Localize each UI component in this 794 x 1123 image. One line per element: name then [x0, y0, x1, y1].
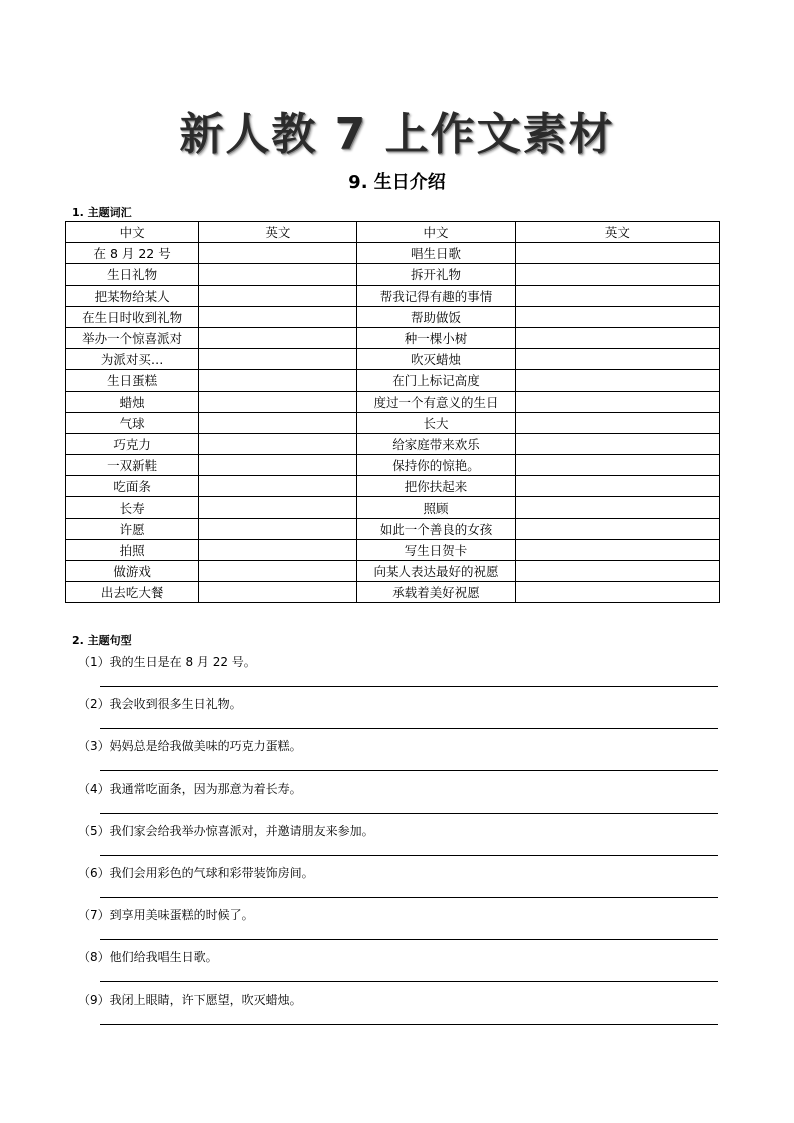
sentence-text: （1）我的生日是在 8 月 22 号。 — [78, 655, 256, 669]
vocabulary-table — [65, 221, 720, 603]
sentence-text: （9）我闭上眼睛，许下愿望，吹灭蜡烛。 — [78, 992, 302, 1007]
header-chinese: 中文 — [357, 222, 515, 243]
answer-line[interactable] — [100, 686, 718, 687]
english-answer-cell[interactable] — [515, 433, 719, 454]
english-answer-cell[interactable] — [199, 561, 357, 582]
sentence-text: （4）我通常吃面条，因为那意为着长寿。 — [78, 781, 302, 796]
chinese-term-cell: 吃面条 — [66, 476, 199, 497]
header-chinese: 中文 — [66, 222, 199, 243]
chinese-term-cell: 做游戏 — [66, 561, 199, 582]
answer-line[interactable] — [100, 1024, 718, 1025]
chinese-term-cell: 把你扶起来 — [357, 476, 515, 497]
chinese-term-cell: 承载着美好祝愿 — [357, 582, 515, 603]
chinese-term-cell: 度过一个有意义的生日 — [357, 391, 515, 412]
chinese-term-cell: 保持你的惊艳。 — [357, 455, 515, 476]
section-sentences-label: 2. 主题句型 — [72, 634, 132, 647]
sentence-item — [78, 819, 718, 861]
chinese-term-cell: 给家庭带来欢乐 — [357, 433, 515, 454]
sentence-text: （7）到享用美味蛋糕的时候了。 — [78, 908, 254, 923]
chinese-term-cell: 生日礼物 — [66, 264, 199, 285]
english-answer-cell[interactable] — [515, 582, 719, 603]
chinese-term-cell: 如此一个善良的女孩 — [357, 518, 515, 539]
chinese-term-cell: 在门上标记高度 — [357, 370, 515, 391]
sentence-text: （2）我会收到很多生日礼物。 — [78, 697, 242, 712]
english-answer-cell[interactable] — [515, 476, 719, 497]
chinese-term-cell: 长大 — [357, 412, 515, 433]
sentence-text: （8）他们给我唱生日歌。 — [78, 950, 218, 965]
sentence-item — [78, 650, 718, 692]
answer-line[interactable] — [100, 939, 718, 940]
english-answer-cell[interactable] — [515, 285, 719, 306]
table-header-row — [66, 222, 720, 243]
table-row — [66, 370, 720, 391]
english-answer-cell[interactable] — [199, 582, 357, 603]
table-row — [66, 476, 720, 497]
chinese-term-cell: 巧克力 — [66, 433, 199, 454]
chinese-term-cell: 写生日贺卡 — [357, 539, 515, 560]
chinese-term-cell: 许愿 — [66, 518, 199, 539]
english-answer-cell[interactable] — [199, 518, 357, 539]
chinese-term-cell: 种一棵小树 — [357, 327, 515, 348]
answer-line[interactable] — [100, 728, 718, 729]
table-row — [66, 582, 720, 603]
table-row — [66, 497, 720, 518]
table-row — [66, 433, 720, 454]
sentence-item — [78, 734, 718, 776]
sentence-item — [78, 988, 718, 1030]
sentence-item — [78, 692, 718, 734]
english-answer-cell[interactable] — [199, 412, 357, 433]
answer-line[interactable] — [100, 855, 718, 856]
english-answer-cell[interactable] — [515, 518, 719, 539]
chinese-term-cell: 唱生日歌 — [357, 243, 515, 264]
english-answer-cell[interactable] — [515, 391, 719, 412]
table-row — [66, 391, 720, 412]
header-english: 英文 — [515, 222, 719, 243]
chinese-term-cell: 帮助做饭 — [357, 306, 515, 327]
english-answer-cell[interactable] — [199, 497, 357, 518]
chinese-term-cell: 为派对买… — [66, 349, 199, 370]
sentence-list — [78, 650, 718, 1030]
english-answer-cell[interactable] — [199, 327, 357, 348]
sentence-text: （3）妈妈总是给我做美味的巧克力蛋糕。 — [78, 739, 302, 754]
table-row — [66, 264, 720, 285]
document-subtitle: 9. 生日介绍 — [348, 172, 446, 193]
section-vocabulary-label: 1. 主题词汇 — [72, 206, 132, 219]
english-answer-cell[interactable] — [515, 349, 719, 370]
answer-line[interactable] — [100, 770, 718, 771]
vocabulary-table-body — [66, 243, 720, 603]
english-answer-cell[interactable] — [199, 391, 357, 412]
sentence-item — [78, 777, 718, 819]
table-row — [66, 455, 720, 476]
english-answer-cell[interactable] — [515, 455, 719, 476]
chinese-term-cell: 拆开礼物 — [357, 264, 515, 285]
english-answer-cell[interactable] — [515, 370, 719, 391]
chinese-term-cell: 生日蛋糕 — [66, 370, 199, 391]
english-answer-cell[interactable] — [199, 539, 357, 560]
english-answer-cell[interactable] — [515, 243, 719, 264]
answer-line[interactable] — [100, 813, 718, 814]
english-answer-cell[interactable] — [515, 539, 719, 560]
table-row — [66, 561, 720, 582]
sentence-text: （5）我们家会给我举办惊喜派对，并邀请朋友来参加。 — [78, 823, 374, 838]
english-answer-cell[interactable] — [199, 433, 357, 454]
answer-line[interactable] — [100, 897, 718, 898]
chinese-term-cell: 在 8 月 22 号 — [66, 243, 199, 264]
table-row — [66, 306, 720, 327]
sentence-item — [78, 945, 718, 987]
sentence-item — [78, 861, 718, 903]
chinese-term-cell: 照顾 — [357, 497, 515, 518]
english-answer-cell[interactable] — [515, 327, 719, 348]
english-answer-cell[interactable] — [199, 285, 357, 306]
english-answer-cell[interactable] — [199, 455, 357, 476]
table-row — [66, 285, 720, 306]
chinese-term-cell: 帮我记得有趣的事情 — [357, 285, 515, 306]
english-answer-cell[interactable] — [199, 306, 357, 327]
chinese-term-cell: 长寿 — [66, 497, 199, 518]
chinese-term-cell: 拍照 — [66, 539, 199, 560]
chinese-term-cell: 举办一个惊喜派对 — [66, 327, 199, 348]
chinese-term-cell: 吹灭蜡烛 — [357, 349, 515, 370]
english-answer-cell[interactable] — [515, 264, 719, 285]
chinese-term-cell: 向某人表达最好的祝愿 — [357, 561, 515, 582]
english-answer-cell[interactable] — [199, 476, 357, 497]
table-row — [66, 327, 720, 348]
sentence-item — [78, 903, 718, 945]
answer-line[interactable] — [100, 981, 718, 982]
english-answer-cell[interactable] — [515, 561, 719, 582]
table-row — [66, 518, 720, 539]
chinese-term-cell: 出去吃大餐 — [66, 582, 199, 603]
english-answer-cell[interactable] — [199, 370, 357, 391]
chinese-term-cell: 在生日时收到礼物 — [66, 306, 199, 327]
english-answer-cell[interactable] — [199, 264, 357, 285]
english-answer-cell[interactable] — [515, 306, 719, 327]
chinese-term-cell: 把某物给某人 — [66, 285, 199, 306]
english-answer-cell[interactable] — [515, 497, 719, 518]
sentence-text: （6）我们会用彩色的气球和彩带装饰房间。 — [78, 865, 314, 880]
chinese-term-cell: 蜡烛 — [66, 391, 199, 412]
table-row — [66, 539, 720, 560]
table-row — [66, 243, 720, 264]
table-row — [66, 412, 720, 433]
english-answer-cell[interactable] — [199, 243, 357, 264]
chinese-term-cell: 气球 — [66, 412, 199, 433]
chinese-term-cell: 一双新鞋 — [66, 455, 199, 476]
table-row — [66, 349, 720, 370]
document-title: 新人教 7 上作文素材 — [179, 109, 615, 160]
english-answer-cell[interactable] — [199, 349, 357, 370]
english-answer-cell[interactable] — [515, 412, 719, 433]
header-english: 英文 — [199, 222, 357, 243]
